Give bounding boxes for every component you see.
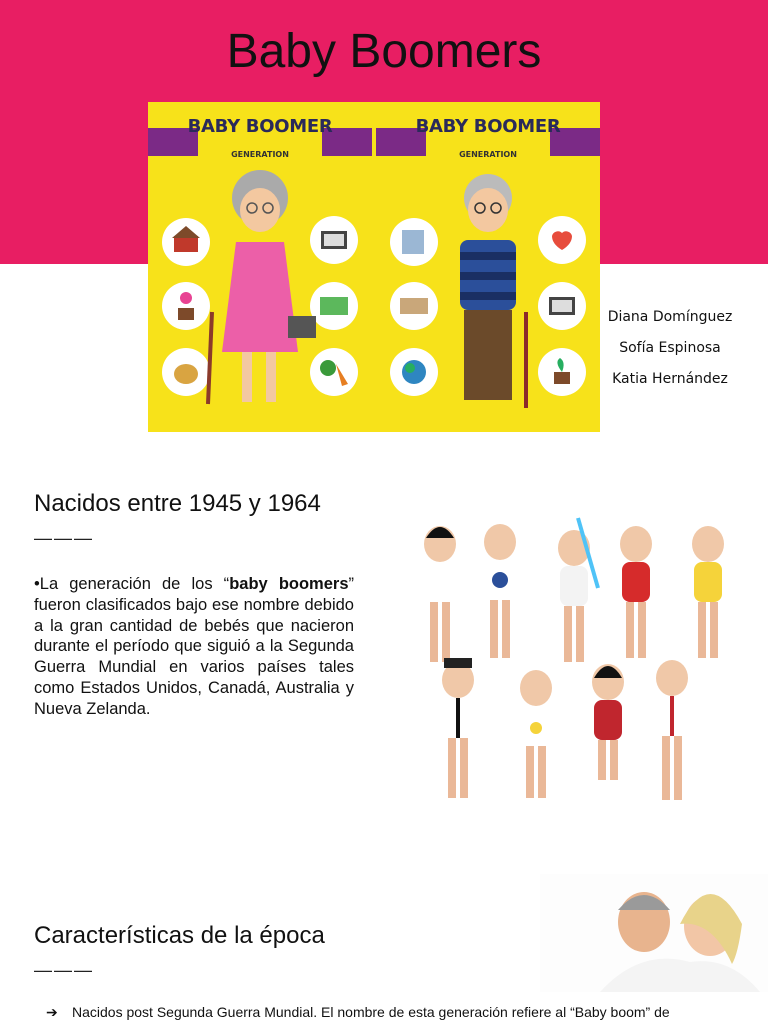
poster-banner-sub-left: GENERATION xyxy=(231,150,289,159)
body-paragraph xyxy=(34,574,354,720)
poster-panel-grandfather xyxy=(376,102,600,432)
baby-figure xyxy=(592,664,624,780)
heading-separator: ——— xyxy=(34,960,94,980)
tv-icon xyxy=(538,282,586,330)
heading-separator: ——— xyxy=(34,528,94,548)
money-icon xyxy=(310,282,358,330)
grandfather-figure xyxy=(460,174,526,408)
author-list xyxy=(600,302,740,395)
baby-figure xyxy=(558,518,598,662)
poster-banner-sub-right: GENERATION xyxy=(459,150,517,159)
paragraph-bold-term: baby boomers xyxy=(229,575,349,593)
bullet-item xyxy=(46,1004,746,1021)
poster-panel-grandmother xyxy=(148,102,372,432)
baby-figure xyxy=(520,670,552,798)
heart-icon xyxy=(538,216,586,264)
section-heading-births: Nacidos entre 1945 y 1964 xyxy=(34,490,321,517)
baby-figure xyxy=(442,658,474,798)
senior-couple-photo xyxy=(540,874,768,992)
baby-boomer-poster xyxy=(148,102,600,432)
arrow-right-icon: ➔ xyxy=(46,1004,58,1020)
paragraph-text: ” fueron clasificados bajo ese nombre debido a la gran cantidad de bebés que nacieron durante el período que siguió a la Segunda Guerra Mundial en varios países tales como Estados Unidos, Canadá, Australia y Nueva Zelanda. xyxy=(34,575,354,718)
id-card-icon xyxy=(390,218,438,266)
baby-figure xyxy=(656,660,688,800)
house-icon xyxy=(162,218,210,266)
author-name: Sofía Espinosa xyxy=(619,340,721,356)
dog-icon xyxy=(162,348,210,396)
baby-figure xyxy=(692,526,724,658)
cash-icon xyxy=(390,282,438,330)
section-heading-characteristics: Características de la época xyxy=(34,922,325,949)
globe-icon xyxy=(390,348,438,396)
plant-icon xyxy=(538,348,586,396)
bullet-text: Nacidos post Segunda Guerra Mundial. El nombre de esta generación refiere al “Baby boom” de xyxy=(72,1004,670,1020)
tv-icon xyxy=(310,216,358,264)
costumed-babies-photo xyxy=(408,508,748,818)
slide-title: Baby Boomers xyxy=(226,25,542,78)
poster-banner-title-left: BABY BOOMER xyxy=(187,116,333,137)
poster-banner-title-right: BABY BOOMER xyxy=(415,116,561,137)
author-name: Katia Hernández xyxy=(612,371,728,387)
paragraph-text: •La generación de los “ xyxy=(34,575,230,593)
baby-figure xyxy=(424,526,456,662)
author-name: Diana Domínguez xyxy=(607,309,733,325)
baby-figure xyxy=(484,524,516,658)
vegetables-icon xyxy=(310,348,358,396)
baby-figure xyxy=(620,526,652,658)
grandmother-figure xyxy=(208,170,316,404)
flower-pot-icon xyxy=(162,282,210,330)
